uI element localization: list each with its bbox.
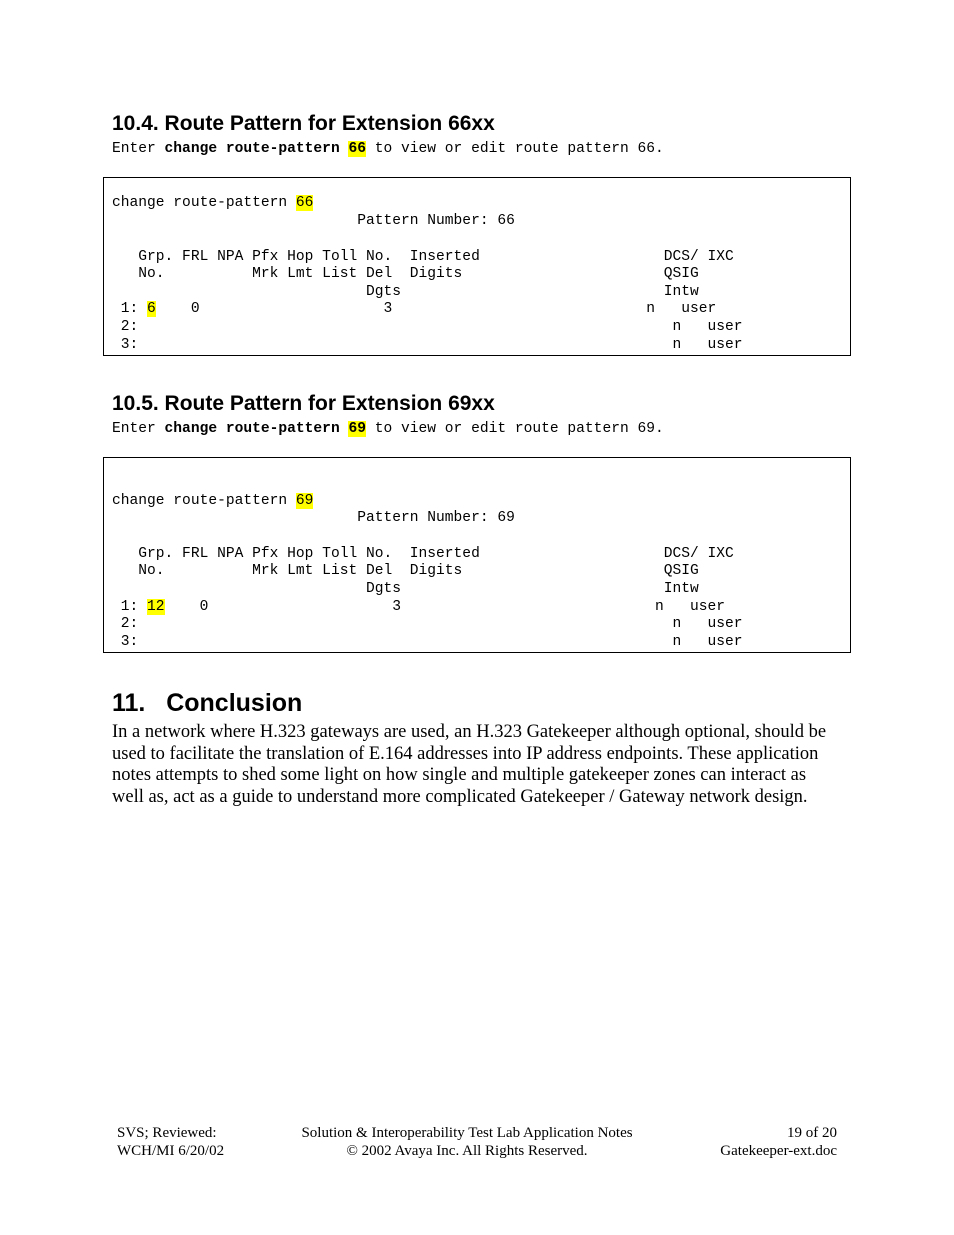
pattern-number-line: Pattern Number: 66 — [112, 213, 515, 229]
screen-command-line — [112, 493, 313, 509]
footer-title: Solution & Interoperability Test Lab Application Notes — [301, 1125, 633, 1141]
intro-pattern-number: 66 — [348, 141, 366, 157]
paragraph-line: In a network where H.323 gateways are used, an H.323 Gatekeeper although optional, should be — [112, 722, 827, 742]
pattern-number-line: Pattern Number: 69 — [112, 510, 515, 526]
section-10-5-intro — [112, 421, 664, 437]
document-filename: Gatekeeper-ext.doc — [720, 1143, 837, 1159]
footer-left — [117, 1124, 224, 1160]
section-10-4-intro — [112, 141, 664, 157]
section-10-5-heading: 10.5. Route Pattern for Extension 69xx — [112, 392, 495, 415]
table-row: 3: n user — [112, 337, 743, 353]
column-header-1: Grp. FRL NPA Pfx Hop Toll No. Inserted DCS/ IXC — [112, 249, 734, 265]
conclusion-paragraph — [112, 722, 842, 808]
table-row: 2: n user — [112, 319, 743, 335]
command-pattern-number: 69 — [295, 493, 314, 509]
paragraph-line: notes attempts to shed some light on how single and multiple gatekeeper zones can interact as — [112, 765, 807, 785]
screen-route-pattern-69 — [103, 457, 851, 653]
command-pattern-number: 66 — [295, 195, 314, 211]
column-header-2: No. Mrk Lmt List Del Digits QSIG — [112, 563, 699, 579]
table-row: 3: n user — [112, 634, 743, 650]
paragraph-line: used to facilitate the translation of E.164 addresses into IP address endpoints. These application — [112, 743, 819, 764]
row-index: 1: — [112, 301, 148, 317]
column-header-3: Dgts Intw — [112, 284, 699, 300]
table-row: 2: n user — [112, 616, 743, 632]
conclusion-heading: 11. Conclusion — [112, 689, 303, 717]
intro-text: Enter — [112, 141, 165, 157]
row-values: 0 3 n user — [155, 301, 717, 317]
intro-pattern-number: 69 — [348, 421, 366, 437]
screen-route-pattern-66 — [103, 177, 851, 356]
column-header-3: Dgts Intw — [112, 581, 699, 597]
page-number: 19 of 20 — [787, 1125, 837, 1141]
row-values: 0 3 n user — [164, 599, 726, 615]
intro-text-end: to view or edit route pattern 69. — [365, 421, 664, 437]
footer-center — [267, 1124, 667, 1160]
footer-reviewed: SVS; Reviewed: — [117, 1125, 217, 1141]
paragraph-line: well as, act as a guide to understand more complicated Gatekeeper / Gateway network design. — [112, 786, 808, 807]
row-index: 1: — [112, 599, 148, 615]
intro-text: Enter — [112, 421, 165, 437]
column-header-2: No. Mrk Lmt List Del Digits QSIG — [112, 266, 699, 282]
footer-right — [637, 1124, 837, 1160]
section-10-4-heading: 10.4. Route Pattern for Extension 66xx — [112, 112, 495, 135]
command-text: change route-pattern — [112, 195, 296, 211]
row-group-number: 6 — [147, 301, 156, 317]
screen-command-line — [112, 195, 313, 211]
table-row — [112, 301, 716, 317]
command-text: change route-pattern — [112, 493, 296, 509]
footer-date: WCH/MI 6/20/02 — [117, 1143, 225, 1159]
row-group-number: 12 — [147, 599, 165, 615]
intro-command: change route-pattern — [164, 141, 349, 157]
column-header-1: Grp. FRL NPA Pfx Hop Toll No. Inserted DCS/ IXC — [112, 546, 734, 562]
table-row — [112, 599, 725, 615]
intro-command: change route-pattern — [164, 421, 349, 437]
footer-copyright: © 2002 Avaya Inc. All Rights Reserved. — [346, 1143, 588, 1159]
intro-text-end: to view or edit route pattern 66. — [365, 141, 664, 157]
